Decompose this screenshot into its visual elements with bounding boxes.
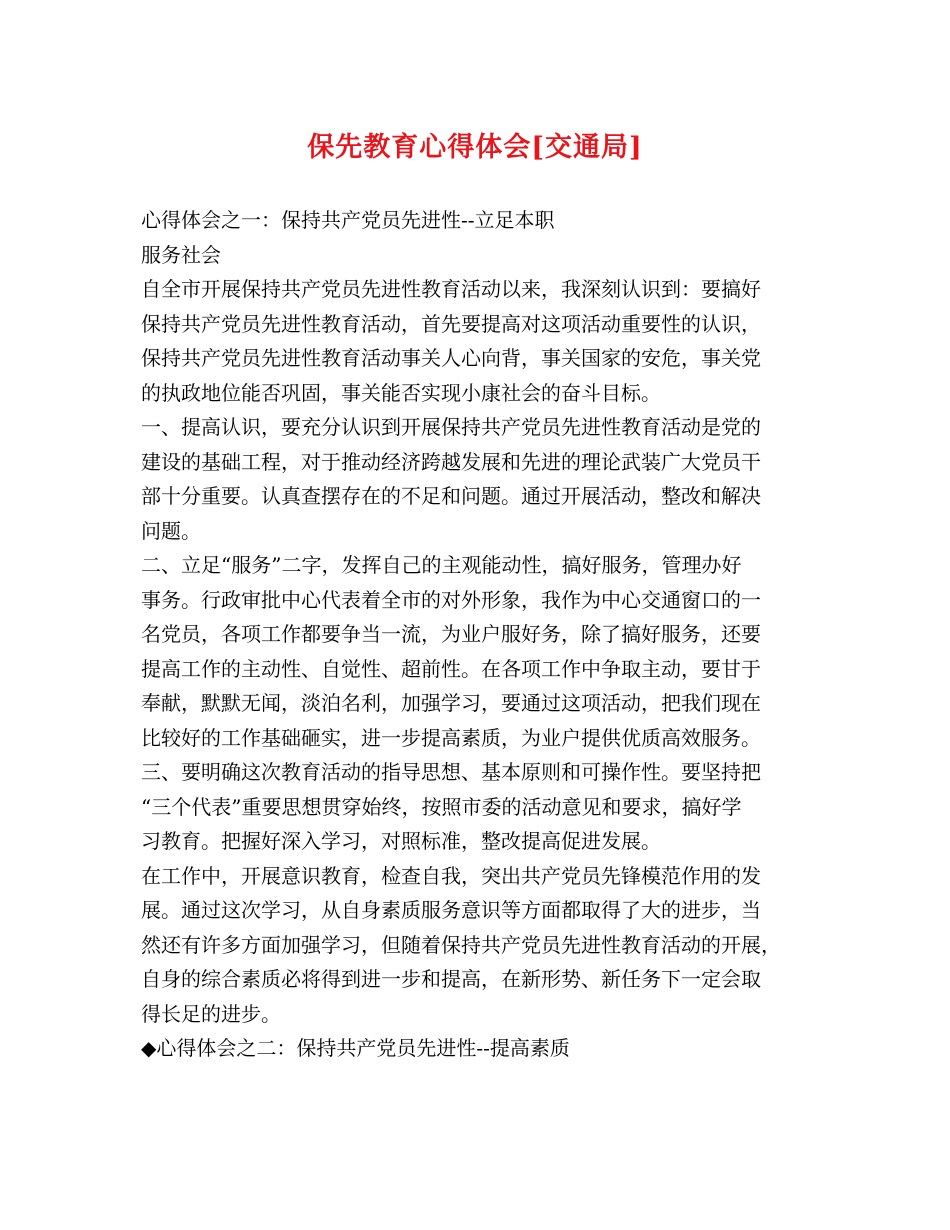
document-body	[141, 203, 821, 1066]
text-line: 保持共产党员先进性教育活动，首先要提高对这项活动重要性的认识，	[141, 311, 761, 336]
document-title: 保先教育心得体会[交通局]	[307, 132, 643, 163]
text-line: 得长足的进步。	[141, 1001, 281, 1026]
text-line: 名党员，各项工作都要争当一流，为业户服好务，除了搞好服务，还要	[141, 622, 761, 646]
text-line: ◆心得体会之二：保持共产党员先进性--提高素质	[141, 1036, 570, 1060]
text-line: 习教育。把握好深入学习，对照标准，整改提高促进发展。	[141, 829, 661, 853]
text-line: 展。通过这次学习，从自身素质服务意识等方面都取得了大的进步，当	[141, 898, 761, 922]
text-line: 保持共产党员先进性教育活动事关人心向背，事关国家的安危，事关党	[141, 346, 761, 370]
text-line: 在工作中，开展意识教育，检查自我，突出共产党员先锋模范作用的发	[141, 863, 761, 888]
text-line: 自身的综合素质必将得到进一步和提高，在新形势、新任务下一定会取	[141, 967, 761, 991]
text-line: 然还有许多方面加强学习，但随着保持共产党员先进性教育活动的开展，	[141, 932, 781, 957]
text-line: 心得体会之一：保持共产党员先进性--立足本职	[141, 208, 555, 232]
text-line: “三个代表”重要思想贯穿始终，按照市委的活动意见和要求，搞好学	[141, 794, 742, 819]
text-line: 奉献，默默无闻，淡泊名利，加强学习，要通过这项活动，把我们现在	[141, 691, 761, 715]
text-line: 自全市开展保持共产党员先进性教育活动以来，我深刻认识到：要搞好	[141, 277, 761, 301]
text-line: 比较好的工作基础砸实，进一步提高素质，为业户提供优质高效服务。	[141, 725, 761, 750]
text-line: 事务。行政审批中心代表着全市的对外形象，我作为中心交通窗口的一	[141, 587, 761, 612]
text-line: 一、提高认识，要充分认识到开展保持共产党员先进性教育活动是党的	[141, 415, 761, 439]
text-line: 部十分重要。认真查摆存在的不足和问题。通过开展活动，整改和解决	[141, 484, 761, 508]
text-line: 问题。	[141, 518, 201, 543]
text-line: 二、立足“服务”二字，发挥自己的主观能动性，搞好服务，管理办好	[141, 553, 742, 577]
text-line: 提高工作的主动性、自觉性、超前性。在各项工作中争取主动，要甘于	[141, 656, 761, 681]
text-line: 服务社会	[141, 242, 221, 267]
text-line: 三、要明确这次教育活动的指导思想、基本原则和可操作性。要坚持把	[141, 760, 761, 784]
text-line: 建设的基础工程，对于推动经济跨越发展和先进的理论武装广大党员干	[141, 449, 761, 474]
text-line: 的执政地位能否巩固，事关能否实现小康社会的奋斗目标。	[141, 380, 661, 405]
